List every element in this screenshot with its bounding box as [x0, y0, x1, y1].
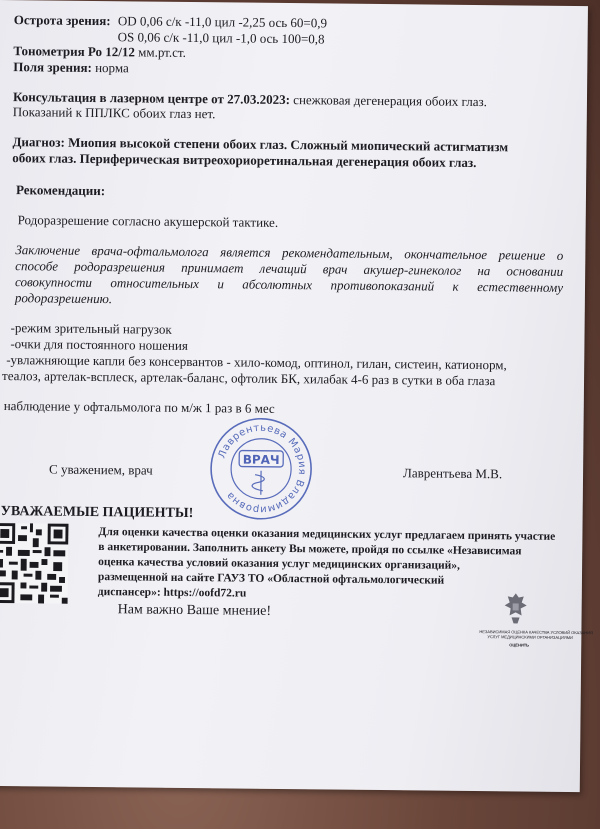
recommendation-item: -очки для постоянного ношения	[10, 336, 188, 353]
visual-acuity-od: OD 0,06 с/к -11,0 цил -2,25 ось 60=0,9	[117, 13, 328, 31]
visual-acuity-row-od	[14, 12, 327, 30]
laser-consult-label: Консультация в лазерном центре от 27.03.2023:	[12, 89, 291, 108]
recommendation-item: -увлажняющие капли без консервантов - хило-комод, оптинол, гилан, систеин, катионорм,	[6, 352, 507, 373]
badge-rate-link[interactable]: ОЦЕНИТЬ	[509, 642, 530, 648]
tonometry-label: Тонометрия Ро 12/12	[13, 43, 136, 60]
notice-line: оценка качества условий оказания услуг медицинских организаций»,	[98, 556, 460, 572]
visual-acuity-label: Острота зрения:	[13, 12, 111, 29]
conclusion-line2: способе родоразрешения принимает лечащий врач акушер-гинеколог на основании	[15, 258, 564, 279]
tonometry-row	[13, 43, 186, 60]
regards-text: С уважением, врач	[49, 461, 153, 478]
conclusion-line4: родоразрешению.	[14, 290, 113, 307]
doctor-name: Лаврентьева М.В.	[402, 465, 503, 482]
badge-line: УСЛУГ МЕДИЦИНСКИМИ ОРГАНИЗАЦИЯМИ	[487, 634, 573, 641]
laser-consult-value: снежковая дегенерация обоих глаз.	[289, 92, 487, 110]
notice-closing: Нам важно Ваше мнение!	[117, 602, 272, 619]
recommendations-title: Рекомендации:	[15, 182, 106, 199]
doctor-stamp	[207, 414, 316, 523]
laser-consult-line2: Показаний к ППЛКС обоих глаз нет.	[12, 104, 216, 122]
diagnosis-line2: обоих глаз. Периферическая витреохориоретинальная дегенерация обоих глаз.	[12, 150, 477, 170]
conclusion-line1: Заключение врача-офтальмолога является рекомендательным, окончательное решение о	[15, 242, 564, 263]
caduceus-icon	[252, 471, 264, 495]
notice-line: Для оценки качества оценки оказания медицинских услуг предлагаем принять участие	[98, 526, 556, 543]
notice-line: в анкетировании. Заполнить анкету Вы можете, пройдя по ссылке «Независимая	[98, 541, 522, 558]
tonometry-unit: мм.рт.ст.	[134, 44, 186, 60]
notice-link-line[interactable]: диспансер»: https://oofd72.ru	[97, 586, 247, 600]
qr-code[interactable]	[0, 522, 69, 605]
conclusion-line3: совокупности относительных и абсолютных противопоказаний к естественному	[14, 274, 564, 295]
diagnosis-line1: Диагноз: Миопия высокой степени обоих глаз. Сложный миопический астигматизм	[12, 134, 509, 155]
svg-text:Лаврентьева Мария Владимировна	[216, 422, 308, 515]
recommendation-item: -режим зрительный нагрузок	[10, 320, 172, 337]
recommendation-item: теалоз, артелак-всплеск, артелак-баланс, офтолик БК, хилабак 4-6 раз в сутки в оба глаза	[1, 368, 496, 389]
notice-line: размещенной на сайте ГАУЗ ТО «Областной офтальмологический	[97, 571, 445, 587]
visual-acuity-os: OS 0,06 с/к -11,0 цил -1,0 ось 100=0,8	[117, 29, 325, 47]
followup-recommendation: наблюдение у офтальмолога по м/ж 1 раз в 6 мес	[3, 398, 275, 416]
notice-heading: УВАЖАЕМЫЕ ПАЦИЕНТЫ!	[0, 504, 194, 522]
visual-fields-value: норма	[91, 59, 129, 76]
visual-fields-label: Поля зрения:	[13, 59, 92, 75]
eagle-emblem-icon	[501, 591, 529, 625]
stamp-ring-text: Лаврентьева Мария Владимировна	[216, 422, 308, 515]
badge-line: НЕЗАВИСИМАЯ ОЦЕНКА КАЧЕСТВА УСЛОВИЙ ОКАЗАНИЯ	[479, 629, 593, 636]
delivery-recommendation: Родоразрешение согласно акушерской тактике.	[17, 212, 279, 230]
stamp-center-text: ВРАЧ	[242, 452, 280, 467]
visual-fields-row	[13, 59, 129, 75]
